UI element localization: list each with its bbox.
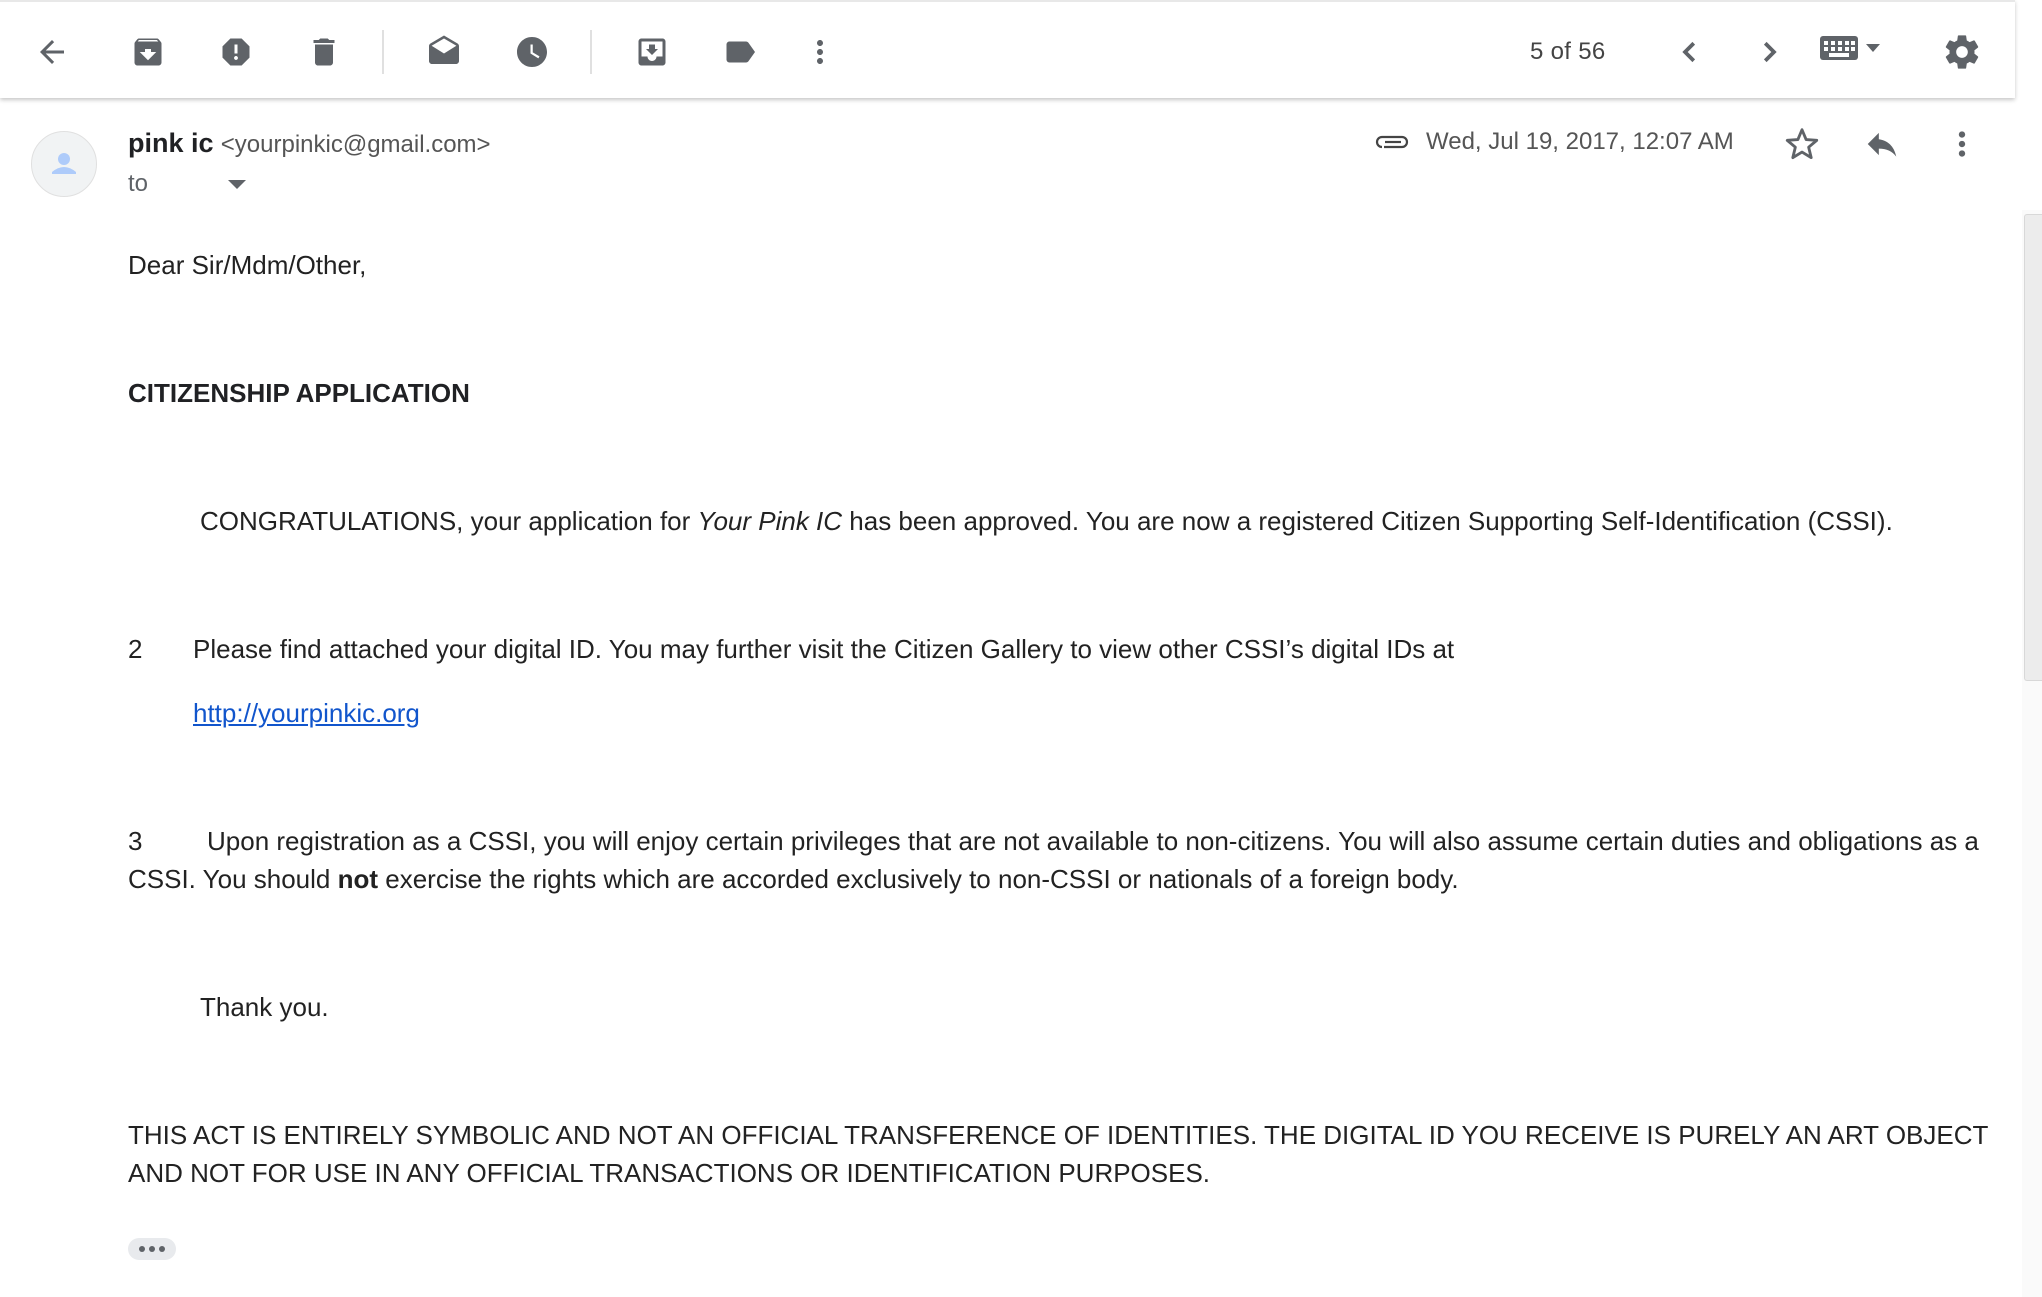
recipient-line xyxy=(128,170,246,198)
report-spam-icon[interactable] xyxy=(216,32,256,72)
show-trimmed-content-button[interactable] xyxy=(128,1238,176,1260)
greeting: Dear Sir/Mdm/Other, xyxy=(128,250,367,280)
delete-icon[interactable] xyxy=(304,32,344,72)
attachment-icon xyxy=(1374,130,1410,154)
paragraph-1-text-end: has been approved. You are now a registered Citizen Supporting Self-Identification (CSSI). xyxy=(842,506,1893,536)
toolbar-divider xyxy=(590,30,592,74)
gallery-link[interactable]: http://yourpinkic.org xyxy=(193,698,420,728)
paragraph-2 xyxy=(128,630,1988,668)
avatar xyxy=(31,131,97,197)
chevron-down-icon xyxy=(1866,44,1880,52)
link-line xyxy=(128,694,1983,732)
keyboard-icon xyxy=(1820,36,1858,60)
show-details-icon[interactable] xyxy=(228,180,246,189)
chevron-right-icon[interactable] xyxy=(1749,32,1789,72)
disclaimer: THIS ACT IS ENTIRELY SYMBOLIC AND NOT AN OFFICIAL TRANSFERENCE OF IDENTITIES. THE DIGITAL ID YOU RECEIVE IS PURELY AN ART OBJECT AND NOT FOR USE IN ANY OFFICIAL TRANSACTIONS OR IDENTIFICATION PURPOSES. xyxy=(128,1120,1988,1188)
back-arrow-icon[interactable] xyxy=(32,32,72,72)
paragraph-3-number: 3 xyxy=(128,826,143,856)
label-icon[interactable] xyxy=(720,32,760,72)
archive-icon[interactable] xyxy=(128,32,168,72)
sender-name: pink ic xyxy=(128,128,214,158)
paragraph-3-bold: not xyxy=(337,864,379,894)
move-to-icon[interactable] xyxy=(632,32,672,72)
paragraph-1 xyxy=(128,502,2000,540)
more-vert-icon[interactable] xyxy=(800,32,840,72)
paragraph-3-text: Upon registration as a CSSI, you will enjoy certain privileges that are not available to non-citizens. You will also assume certain duties and obligations as a CSSI. You should xyxy=(128,826,1979,894)
sender[interactable] xyxy=(128,128,491,159)
gear-icon[interactable] xyxy=(1942,32,1982,72)
sender-email: <yourpinkic@gmail.com> xyxy=(220,131,491,158)
paragraph-2-number: 2 xyxy=(128,634,143,664)
thanks: Thank you. xyxy=(200,992,329,1022)
snooze-icon[interactable] xyxy=(512,32,552,72)
dot-icon xyxy=(159,1246,165,1252)
pagination-count: 5 of 56 xyxy=(1530,38,1606,65)
mark-unread-icon[interactable] xyxy=(424,32,464,72)
chevron-left-icon[interactable] xyxy=(1670,32,1710,72)
input-tools-button[interactable] xyxy=(1820,36,1880,60)
paragraph-3 xyxy=(128,822,2013,898)
subject-heading: CITIZENSHIP APPLICATION xyxy=(128,378,470,408)
person-icon xyxy=(32,132,96,196)
paragraph-1-text: CONGRATULATIONS, your application for xyxy=(200,506,698,536)
message-date: Wed, Jul 19, 2017, 12:07 AM xyxy=(1426,128,1734,155)
paragraph-2-text: Please find attached your digital ID. You may further visit the Citizen Gallery to view other CSSI’s digital IDs at xyxy=(193,634,1455,664)
dot-icon xyxy=(149,1246,155,1252)
star-icon[interactable] xyxy=(1782,124,1822,164)
dot-icon xyxy=(139,1246,145,1252)
scrollbar-thumb[interactable] xyxy=(2024,214,2042,681)
reply-icon[interactable] xyxy=(1862,124,1902,164)
paragraph-3-text-end: exercise the rights which are accorded exclusively to non-CSSI or nationals of a foreign body. xyxy=(378,864,1459,894)
toolbar xyxy=(0,0,2015,98)
message-more-icon[interactable] xyxy=(1942,124,1982,164)
to-label: to xyxy=(128,170,149,197)
paragraph-1-emphasis: Your Pink IC xyxy=(697,506,843,536)
toolbar-divider xyxy=(382,30,384,74)
